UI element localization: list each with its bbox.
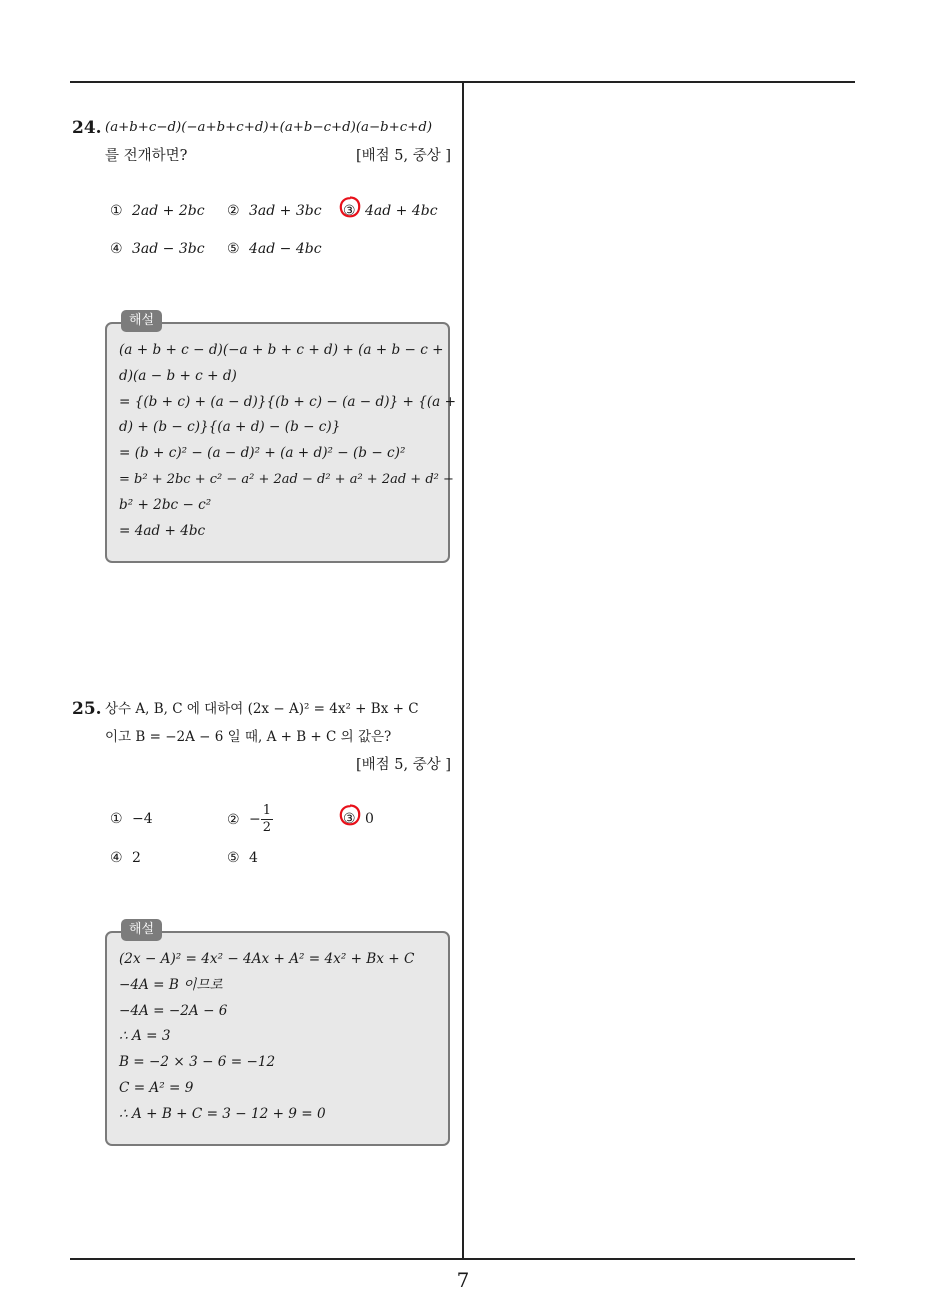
page-number: 7 (456, 1268, 470, 1292)
choice-1[interactable]: ① 2ad + 2bc (110, 203, 205, 219)
solution-line: d) + (b − c)}{(a + d) − (b − c)} (119, 419, 341, 436)
solution-line: = 4ad + 4bc (119, 522, 206, 539)
solution-line: C = A² = 9 (119, 1079, 194, 1096)
question-text: 상수 A, B, C 에 대하여 (2x − A)² = 4x² + Bx + C (105, 701, 419, 717)
column-divider (462, 82, 464, 1259)
choice-5[interactable]: ⑤ 4ad − 4bc (227, 241, 322, 257)
solution-line: = b² + 2bc + c² − a² + 2ad − d² + a² + 2ad + d² − (119, 471, 454, 487)
choice-2[interactable]: ② 3ad + 3bc (227, 203, 322, 219)
question-25 (72, 695, 457, 779)
question-number: 25. (72, 699, 102, 719)
solution-line: B = −2 × 3 − 6 = −12 (119, 1054, 276, 1071)
choice-5[interactable]: ⑤ 4 (227, 850, 258, 866)
question-number: 24. (72, 118, 102, 138)
solution-line: = {(b + c) + (a − d)}{(b + c) − (a − d)} + {(a + (119, 393, 456, 410)
question-text: 를 전개하면? (105, 148, 188, 164)
solution-line: b² + 2bc − c² (119, 496, 212, 513)
score-label: [배점 5, 중상 ] (355, 757, 451, 773)
question-text: 이고 B = −2A − 6 일 때, A + B + C 의 값은? (105, 729, 392, 745)
score-label: [배점 5, 중상 ] (355, 148, 451, 164)
choice-1[interactable]: ① −4 (110, 811, 153, 827)
solution-line: = (b + c)² − (a − d)² + (a + d)² − (b − c)² (119, 445, 406, 462)
solution-label: 해설 (121, 310, 162, 332)
question-24 (72, 114, 457, 170)
choice-2[interactable]: ② − $\frac{1}{2}$ (227, 803, 272, 835)
fraction: $\frac{1}{2}$ (262, 803, 272, 835)
choice-3[interactable]: ③ 0 (343, 811, 374, 827)
solution-box-24 (105, 313, 456, 563)
choice-3[interactable]: ③ 4ad + 4bc (343, 203, 438, 219)
solution-line: ∴ A = 3 (119, 1028, 171, 1045)
answer-circle-icon (338, 803, 362, 827)
question-expression: (a+b+c−d)(−a+b+c+d)+(a+b−c+d)(a−b+c+d) (105, 120, 433, 135)
choice-4[interactable]: ④ 3ad − 3bc (110, 241, 205, 257)
answer-circle-icon (338, 195, 362, 219)
solution-line: ∴ A + B + C = 3 − 12 + 9 = 0 (119, 1105, 326, 1122)
solution-line: (a + b + c − d)(−a + b + c + d) + (a + b − c + (119, 342, 444, 358)
solution-line: d)(a − b + c + d) (119, 367, 237, 384)
solution-line: −4A = −2A − 6 (119, 1002, 228, 1019)
solution-label: 해설 (121, 919, 162, 941)
solution-line: −4A = B 이므로 (119, 976, 223, 993)
solution-box-25 (105, 922, 450, 1146)
bottom-rule (70, 1258, 855, 1260)
choice-4[interactable]: ④ 2 (110, 850, 141, 866)
solution-line: (2x − A)² = 4x² − 4Ax + A² = 4x² + Bx + C (119, 951, 415, 967)
